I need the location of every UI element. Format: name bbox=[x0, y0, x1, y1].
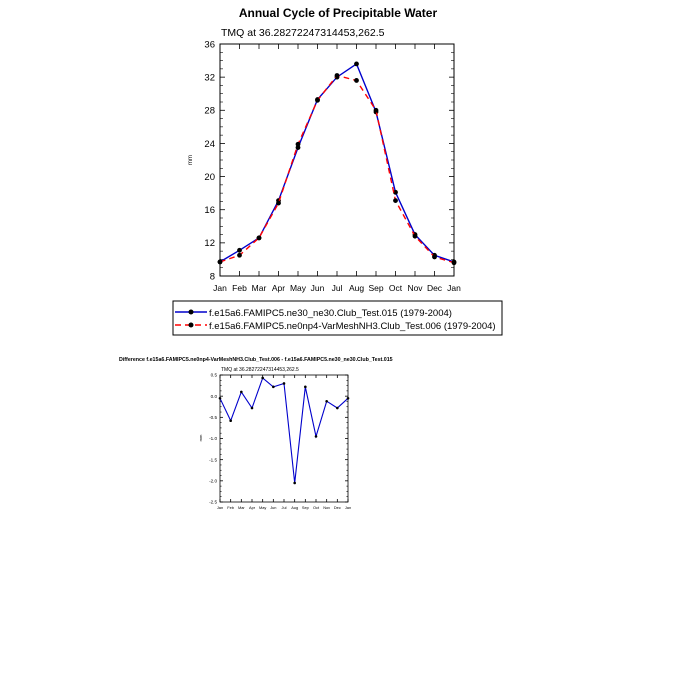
x-tick-label: Apr bbox=[248, 505, 256, 510]
data-point bbox=[335, 73, 340, 78]
y-tick-label: 36 bbox=[204, 39, 215, 51]
data-point bbox=[296, 142, 301, 147]
x-tick-label: Apr bbox=[271, 283, 286, 293]
diff-chart-title: Difference f.e15a6.FAMIPC5.ne0np4-VarMeshNH3.Club_Test.006 - f.e15a6.FAMIPC5.ne30_ne30.Club_Test.015 bbox=[119, 357, 393, 363]
diff-y-axis-label: mm bbox=[198, 434, 203, 442]
x-tick-label: Jun bbox=[270, 505, 277, 510]
data-point bbox=[240, 391, 243, 394]
x-tick-label: Mar bbox=[237, 505, 245, 510]
legend-marker-2 bbox=[189, 323, 194, 328]
data-point bbox=[393, 198, 398, 203]
legend-label-1: f.e15a6.FAMIPC5.ne30_ne30.Club_Test.015 (1979-2004) bbox=[209, 308, 452, 319]
chart-title: Annual Cycle of Precipitable Water bbox=[238, 6, 438, 20]
data-point bbox=[432, 255, 437, 260]
x-tick-label: Nov bbox=[323, 505, 331, 510]
data-point bbox=[347, 397, 350, 400]
data-point bbox=[257, 235, 262, 240]
series-line-1 bbox=[220, 378, 348, 483]
data-point bbox=[374, 108, 379, 113]
data-point bbox=[315, 98, 320, 103]
x-tick-label: Jan bbox=[213, 283, 227, 293]
data-point bbox=[237, 248, 242, 253]
difference-chart bbox=[119, 357, 393, 510]
y-tick-label: 8 bbox=[209, 271, 215, 283]
data-point bbox=[229, 419, 232, 422]
x-tick-label: Aug bbox=[291, 505, 299, 510]
x-tick-label: Sep bbox=[368, 283, 384, 293]
y-tick-label: 32 bbox=[204, 72, 215, 84]
y-tick-label: 16 bbox=[204, 205, 215, 217]
x-tick-label: Dec bbox=[333, 505, 341, 510]
y-tick-label: -1.5 bbox=[209, 457, 217, 463]
x-tick-label: Jan bbox=[447, 283, 461, 293]
data-point bbox=[283, 382, 286, 385]
x-tick-label: Feb bbox=[232, 283, 247, 293]
y-tick-label: 28 bbox=[204, 105, 215, 117]
x-tick-label: Oct bbox=[312, 505, 320, 510]
legend-entry-1 bbox=[175, 308, 452, 319]
data-point bbox=[276, 201, 281, 206]
diff-chart-subtitle: TMQ at 36.28272247314453,262.5 bbox=[221, 367, 299, 373]
series-line-1 bbox=[220, 64, 454, 262]
data-point bbox=[237, 253, 242, 258]
data-point bbox=[354, 78, 359, 83]
data-point bbox=[218, 260, 223, 265]
y-tick-label: 0.0 bbox=[210, 393, 217, 399]
x-tick-label: Jan bbox=[344, 505, 352, 510]
annual-cycle-chart bbox=[188, 6, 461, 293]
legend-entry-2 bbox=[175, 321, 496, 332]
x-tick-label: Oct bbox=[388, 283, 403, 293]
data-point bbox=[261, 377, 264, 380]
y-tick-label: 12 bbox=[204, 238, 215, 250]
x-tick-label: Sep bbox=[301, 505, 309, 510]
data-point bbox=[452, 260, 457, 265]
x-tick-label: Jun bbox=[310, 283, 325, 293]
legend-marker-1 bbox=[189, 310, 194, 315]
data-point bbox=[251, 407, 254, 410]
x-tick-label: Jul bbox=[281, 505, 287, 510]
data-point bbox=[293, 482, 296, 485]
data-point bbox=[219, 397, 222, 400]
data-point bbox=[304, 386, 307, 389]
x-tick-label: Mar bbox=[251, 283, 267, 293]
x-tick-label: Dec bbox=[426, 283, 443, 293]
series-line-2 bbox=[220, 76, 454, 263]
data-point bbox=[325, 400, 328, 403]
data-point bbox=[272, 386, 275, 389]
x-tick-label: May bbox=[258, 505, 267, 510]
data-point bbox=[336, 407, 339, 410]
data-point bbox=[354, 61, 359, 66]
y-tick-label: -2.5 bbox=[209, 499, 217, 505]
y-tick-label: 0.5 bbox=[210, 372, 217, 378]
chart-subtitle: TMQ at 36.28272247314453,262.5 bbox=[221, 27, 385, 39]
diff-plot-frame bbox=[220, 375, 348, 502]
y-tick-label: 24 bbox=[204, 138, 215, 150]
y-tick-label: -1.0 bbox=[209, 436, 217, 442]
x-tick-label: Jan bbox=[216, 505, 224, 510]
x-tick-label: May bbox=[289, 283, 307, 293]
data-point bbox=[413, 234, 418, 239]
x-tick-label: Jul bbox=[331, 283, 343, 293]
x-tick-label: Aug bbox=[348, 283, 365, 293]
data-point bbox=[315, 435, 318, 438]
y-tick-label: -2.0 bbox=[209, 478, 217, 484]
legend bbox=[173, 301, 502, 335]
y-tick-label: 20 bbox=[204, 171, 215, 183]
y-axis-label: mm bbox=[188, 155, 194, 165]
y-tick-label: -0.5 bbox=[209, 414, 217, 420]
legend-label-2: f.e15a6.FAMIPC5.ne0np4-VarMeshNH3.Club_Test.006 (1979-2004) bbox=[209, 321, 496, 332]
x-tick-label: Feb bbox=[227, 505, 235, 510]
x-tick-label: Nov bbox=[407, 283, 423, 293]
